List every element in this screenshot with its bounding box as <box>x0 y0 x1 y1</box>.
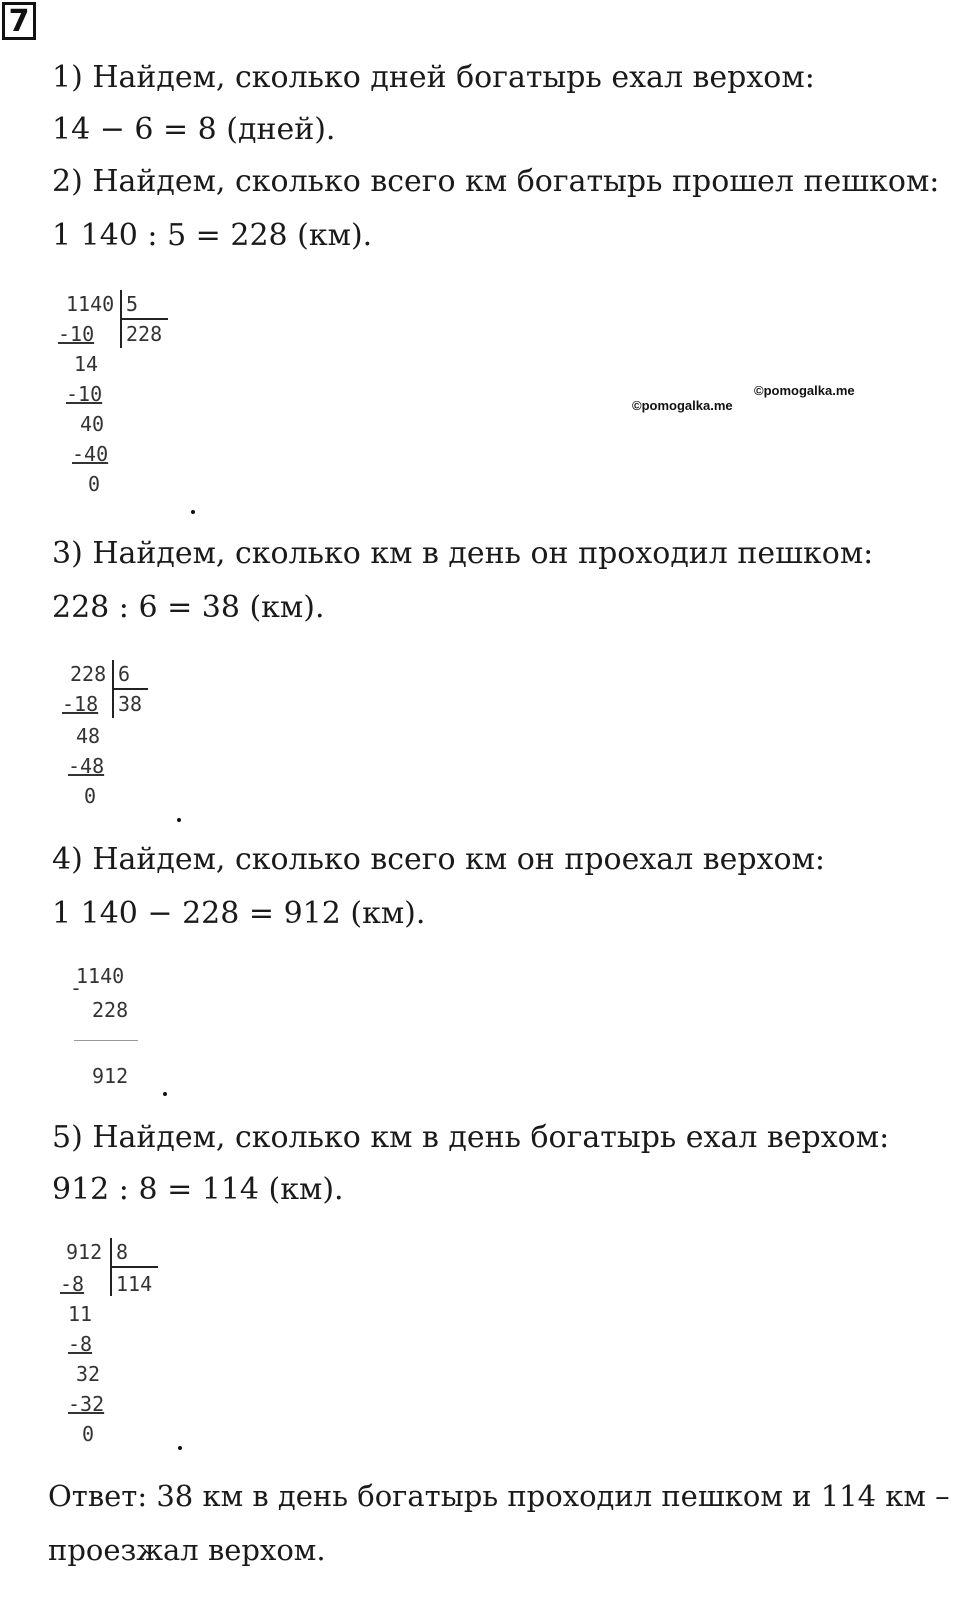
div3-row: 32 <box>76 1362 101 1386</box>
step-5-label: 5) Найдем, сколько км в день богатырь ехал верхом: <box>52 1120 890 1155</box>
sub-sign: - <box>70 976 83 1000</box>
div1-row: -40 <box>72 442 109 466</box>
div1-row: -10 <box>66 382 103 406</box>
div2-row: 48 <box>76 724 101 748</box>
step-5-equation: 912 : 8 = 114 (км). <box>52 1172 344 1207</box>
div2-row: -18 <box>62 692 99 716</box>
step-1-label: 1) Найдем, сколько дней богатырь ехал верхом: <box>52 60 815 95</box>
step-2-equation: 1 140 : 5 = 228 (км). <box>52 218 373 253</box>
div1-row: 0 <box>88 472 101 496</box>
step-3-label: 3) Найдем, сколько км в день он проходил пешком: <box>52 536 874 571</box>
div1-horizontal-bar <box>120 318 168 320</box>
period-dot <box>177 818 181 822</box>
div3-row: -32 <box>68 1392 105 1416</box>
watermark: ©pomogalka.me <box>632 398 733 413</box>
step-4-equation: 1 140 − 228 = 912 (км). <box>52 896 426 931</box>
watermark: ©pomogalka.me <box>754 383 855 398</box>
div2-horizontal-bar <box>112 688 148 690</box>
period-dot <box>191 510 195 514</box>
div3-row: 0 <box>82 1422 95 1446</box>
div2-dividend: 228 <box>70 662 107 686</box>
step-1-equation: 14 − 6 = 8 (дней). <box>52 112 336 147</box>
div3-divisor: 8 <box>116 1240 129 1264</box>
div1-quotient: 228 <box>126 322 163 346</box>
div3-dividend: 912 <box>66 1240 103 1264</box>
task-number: 7 <box>2 2 36 40</box>
sub-subtrahend: 228 <box>92 998 129 1022</box>
div3-row: -8 <box>68 1332 93 1356</box>
div1-row: -10 <box>58 322 95 346</box>
div3-row: 11 <box>68 1302 93 1326</box>
div1-dividend: 1140 <box>66 292 115 316</box>
sub-result: 912 <box>92 1064 129 1088</box>
step-2-label: 2) Найдем, сколько всего км богатырь прошел пешком: <box>52 164 940 199</box>
period-dot <box>178 1446 182 1450</box>
div1-divisor: 5 <box>126 292 139 316</box>
div3-row: -8 <box>60 1272 85 1296</box>
answer-line-1: Ответ: 38 км в день богатырь проходил пешком и 114 км – <box>48 1479 950 1513</box>
div3-quotient: 114 <box>116 1272 153 1296</box>
div2-row: 0 <box>84 784 97 808</box>
div2-quotient: 38 <box>118 692 143 716</box>
div2-divisor: 6 <box>118 662 131 686</box>
sub-minuend: 1140 <box>76 964 125 988</box>
answer-line-2: проезжал верхом. <box>48 1533 326 1567</box>
div3-horizontal-bar <box>110 1266 158 1268</box>
sub-result-line <box>74 1040 138 1041</box>
step-4-label: 4) Найдем, сколько всего км он проехал верхом: <box>52 842 826 877</box>
div1-row: 14 <box>74 352 99 376</box>
div2-row: -48 <box>68 754 105 778</box>
step-3-equation: 228 : 6 = 38 (км). <box>52 590 325 625</box>
div1-row: 40 <box>80 412 105 436</box>
period-dot <box>163 1092 167 1096</box>
